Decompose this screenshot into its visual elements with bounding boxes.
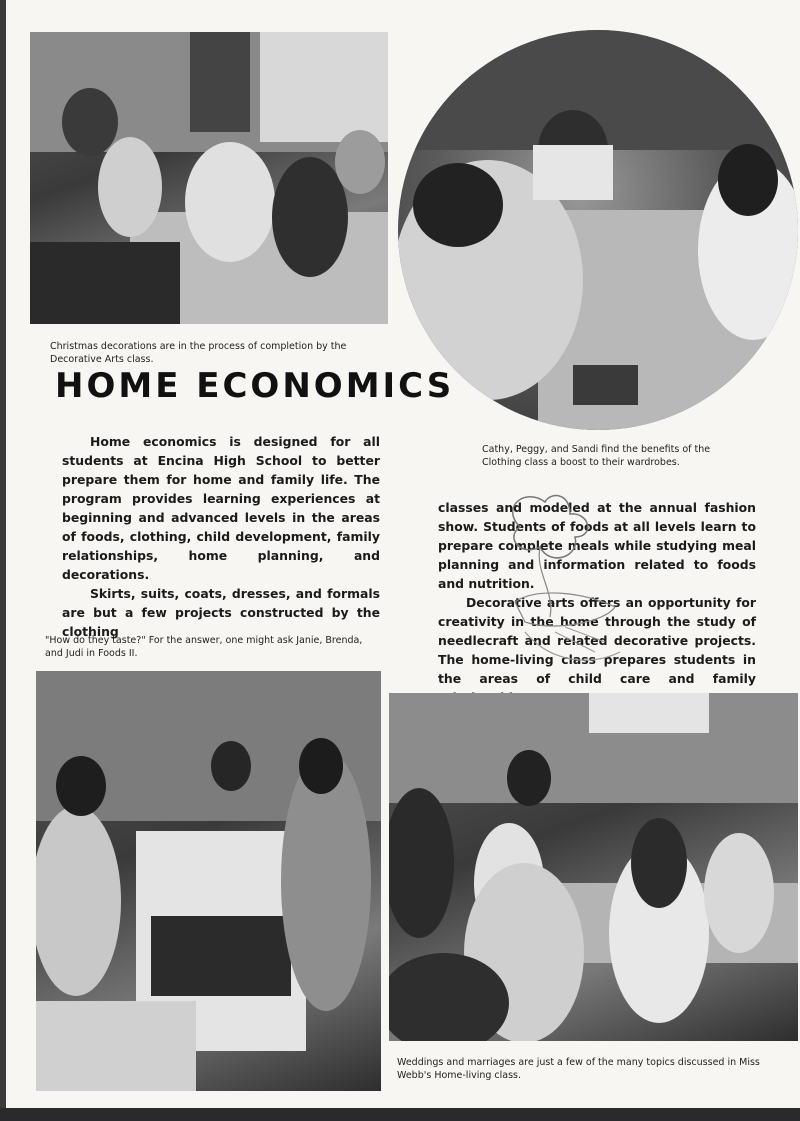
body-paragraph: classes and modeled at the annual fashion show. Students of foods at all levels learn to prepare complete meals while studying meal planning and information related to foods and nutrition. xyxy=(438,500,756,591)
foods-class-photo xyxy=(36,671,381,1091)
chef-doodle-icon xyxy=(495,482,635,677)
home-living-class-photo xyxy=(389,693,798,1041)
page-bottom-edge xyxy=(0,1108,800,1121)
clothing-caption: Cathy, Peggy, and Sandi find the benefits of the Clothing class a boost to their wardrobes. xyxy=(482,444,711,468)
home-living-caption: Weddings and marriages are just a few of the many topics discussed in Miss Webb's Home-living class. xyxy=(397,1057,760,1081)
decorative-arts-photo xyxy=(30,32,388,324)
body-left-column xyxy=(62,432,380,641)
christmas-caption: Christmas decorations are in the process of completion by the Decorative Arts class. xyxy=(50,341,347,365)
body-paragraph: Skirts, suits, coats, dresses, and formals are but a few projects constructed by the clothing xyxy=(62,586,380,639)
page-title: HOME ECONOMICS xyxy=(55,366,455,406)
clothing-class-photo xyxy=(398,30,798,430)
foods-caption: "How do they taste?" For the answer, one might ask Janie, Brenda, and Judi in Foods II. xyxy=(45,635,363,659)
body-paragraph: Home economics is designed for all students at Encina High School to better prepare them for home and family life. The program provides learning experiences at beginning and advanced levels in the areas of foods, clothing, child development, family relationships, home planning, and decorations. xyxy=(62,434,380,582)
binding-edge xyxy=(0,0,6,1121)
body-paragraph: Decorative arts offers an opportunity for creativity in the home through the study of needlecraft and related decorative projects. The home-living class prepares students in the areas of child care and family xyxy=(438,595,756,686)
